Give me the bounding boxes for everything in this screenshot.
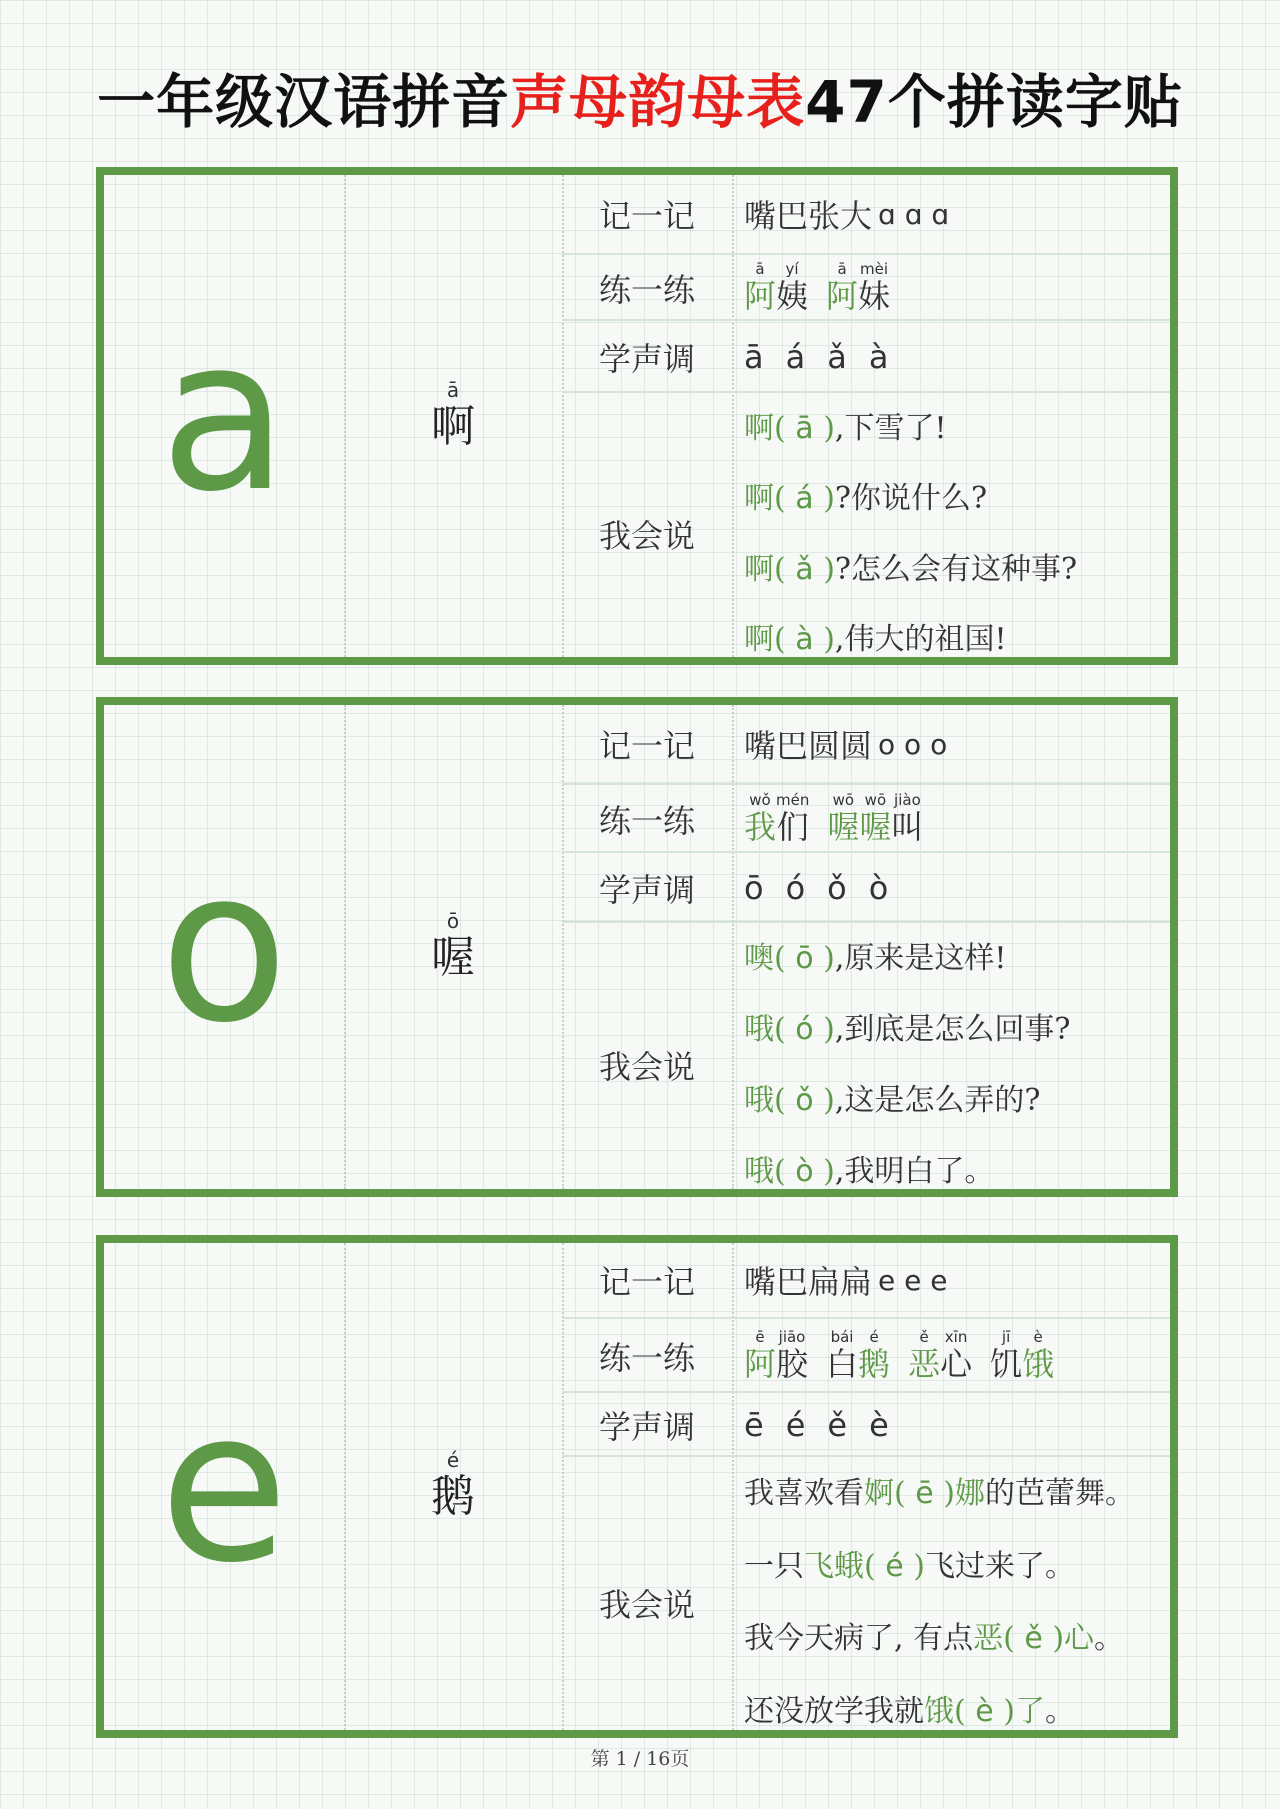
- practice-word: [908, 1327, 941, 1383]
- practice-word: [891, 790, 924, 846]
- say-sentence: [744, 1081, 1071, 1120]
- letter-card-o: [96, 697, 1178, 1197]
- sentence-tone: ā: [785, 410, 824, 446]
- practice-pinyin: xīn: [944, 1327, 968, 1346]
- sentence-close: ): [823, 481, 835, 517]
- sentence-close: ): [823, 941, 835, 976]
- sentence-prefix: 我今天病了, 有点: [744, 1621, 974, 1657]
- sentence-suffix: ,原来是这样!: [834, 941, 1007, 976]
- sentence-tone: ò: [785, 1154, 824, 1189]
- sentence-tone: ǒ: [785, 1083, 824, 1118]
- example-char: [431, 908, 475, 984]
- row-remember: [562, 1243, 1170, 1317]
- example-char-hanzi: 鹅: [431, 1471, 475, 1523]
- sentence-close: ): [823, 1154, 835, 1189]
- card-rows: [562, 705, 1170, 1189]
- sentence-word: 饿(: [924, 1694, 966, 1730]
- tone-mark: é: [785, 1406, 806, 1444]
- sentence-word: 哦(: [744, 1154, 786, 1189]
- sentence-word: 哦(: [744, 1083, 786, 1118]
- practice-hanzi: 饥: [990, 1344, 1023, 1383]
- practice-word: [744, 259, 777, 315]
- sentence-tone: ě: [1014, 1621, 1053, 1657]
- row-label-practice: 练一练: [598, 802, 695, 840]
- example-char-cell: [344, 705, 562, 1189]
- sentence-word: 恶(: [973, 1621, 1015, 1657]
- row-label-tones: 学声调: [598, 1408, 695, 1446]
- row-content-remember: [732, 1243, 1160, 1317]
- row-content-tones: [732, 1393, 1160, 1457]
- say-sentence: [744, 620, 1077, 659]
- row-label-say: 我会说: [598, 1048, 695, 1086]
- row-tones: [562, 851, 1170, 923]
- practice-pinyin: jī: [1001, 1327, 1011, 1346]
- tone-mark: ō: [744, 869, 764, 907]
- practice-word: [776, 790, 810, 846]
- example-char: [431, 1450, 475, 1523]
- row-content-remember: [732, 705, 1160, 783]
- row-say: [562, 391, 1170, 675]
- sentence-tone: é: [875, 1548, 914, 1584]
- practice-pinyin: ě: [919, 1327, 929, 1346]
- practice-hanzi: 妹: [858, 276, 891, 315]
- tone-mark: ò: [868, 869, 889, 907]
- row-tones: [562, 1391, 1170, 1457]
- say-sentences: [744, 1457, 1135, 1748]
- big-letter: o: [159, 824, 289, 1069]
- practice-hanzi: 姨: [776, 276, 809, 315]
- sentence-word: 婀(: [864, 1475, 906, 1511]
- practice-pinyin: ā: [837, 259, 847, 278]
- letter-card-e: [96, 1235, 1178, 1738]
- row-practice: [562, 253, 1170, 321]
- sentence-close: ): [823, 622, 835, 658]
- practice-hanzi: 白: [826, 1344, 859, 1383]
- say-sentence: [744, 1619, 1135, 1658]
- row-content-practice: [732, 255, 1160, 321]
- row-label-tones: 学声调: [598, 871, 695, 909]
- practice-pinyin: bái: [830, 1327, 854, 1346]
- practice-hanzi: 饿: [1022, 1344, 1055, 1383]
- sentence-tone: à: [785, 622, 824, 658]
- sentence-word: 啊(: [744, 551, 786, 587]
- practice-hanzi: 阿: [826, 276, 859, 315]
- row-content-tones: [732, 853, 1160, 923]
- practice-word: [744, 1327, 777, 1383]
- row-say: [562, 921, 1170, 1207]
- example-char-pinyin: ō: [446, 908, 460, 933]
- big-letter-cell: [104, 705, 344, 1189]
- example-char-hanzi: 喔: [431, 931, 475, 983]
- practice-pinyin: wō: [832, 790, 855, 809]
- sentence-close: ): [823, 1012, 835, 1047]
- example-char-cell: [344, 1243, 562, 1730]
- big-letter: a: [159, 293, 289, 538]
- row-label-say: 我会说: [598, 1585, 695, 1624]
- example-char-pinyin: é: [446, 1448, 460, 1473]
- row-label-tones: 学声调: [598, 340, 695, 378]
- row-practice: [562, 1317, 1170, 1393]
- practice-hanzi: 胶: [776, 1344, 809, 1383]
- row-remember: [562, 705, 1170, 783]
- say-sentence: [744, 409, 1077, 448]
- row-practice: [562, 783, 1170, 853]
- sentence-suffix: ,下雪了!: [834, 410, 947, 446]
- say-sentence: [744, 1547, 1135, 1586]
- sentence-tone: ó: [785, 1012, 824, 1047]
- sentence-word: 啊(: [744, 481, 786, 517]
- practice-word: [858, 259, 891, 315]
- row-say: [562, 1455, 1170, 1748]
- say-sentences: [744, 923, 1071, 1207]
- tone-mark: ě: [827, 1406, 848, 1444]
- remember-text: 嘴巴圆圆: [744, 727, 873, 765]
- practice-hanzi: 鹅: [858, 1344, 891, 1383]
- practice-word: [858, 1327, 891, 1383]
- sentence-suffix: ,这是怎么弄的?: [834, 1083, 1041, 1118]
- sentence-suffix: ?怎么会有这种事?: [834, 551, 1078, 587]
- remember-text: 嘴巴张大: [744, 197, 873, 235]
- practice-pinyin: ā: [755, 259, 765, 278]
- practice-word: [776, 1327, 809, 1383]
- practice-word: [826, 259, 859, 315]
- big-letter: e: [159, 1363, 289, 1609]
- sentence-close: )娜: [943, 1475, 985, 1511]
- practice-hanzi: 心: [940, 1344, 973, 1383]
- row-content-tones: [732, 321, 1160, 393]
- page-footer: 第 1 / 16页: [590, 1748, 690, 1770]
- practice-word: [776, 259, 809, 315]
- example-char-cell: [344, 175, 562, 657]
- practice-hanzi: 喔: [827, 807, 860, 846]
- say-sentence: [744, 1474, 1135, 1513]
- tone-mark: á: [785, 338, 806, 376]
- tone-mark: ǒ: [827, 869, 847, 907]
- sentence-word: 啊(: [744, 622, 786, 658]
- row-label-practice: 练一练: [598, 271, 695, 309]
- sentence-prefix: 一只: [744, 1548, 804, 1584]
- practice-hanzi: 们: [776, 807, 809, 846]
- say-sentence: [744, 550, 1077, 589]
- example-char-pinyin: ā: [446, 377, 460, 402]
- tone-mark: ó: [785, 869, 806, 907]
- row-content-remember: [732, 175, 1160, 253]
- row-label-remember: 记一记: [598, 1263, 695, 1301]
- practice-pinyin: yí: [785, 259, 799, 278]
- example-char: [431, 377, 475, 453]
- say-sentence: [744, 939, 1071, 978]
- practice-pinyin: wō: [864, 790, 887, 809]
- title-part-2: 声母韵母表: [510, 68, 806, 136]
- practice-pinyin: mén: [776, 790, 810, 809]
- big-letter-cell: [104, 175, 344, 657]
- row-label-practice: 练一练: [598, 1339, 695, 1377]
- tone-mark: à: [868, 338, 889, 376]
- tone-mark: è: [869, 1406, 889, 1444]
- practice-hanzi: 叫: [891, 807, 924, 846]
- remember-letters: o o o: [878, 727, 948, 761]
- practice-word: [940, 1327, 973, 1383]
- sentence-tone: á: [785, 481, 824, 517]
- practice-pinyin: jiào: [894, 790, 921, 809]
- sentence-suffix: 。: [1044, 1694, 1075, 1730]
- row-remember: [562, 175, 1170, 253]
- row-label-remember: 记一记: [598, 197, 695, 235]
- sentence-suffix: ,到底是怎么回事?: [834, 1012, 1071, 1047]
- sentence-word: 哦(: [744, 1012, 786, 1047]
- practice-word: [827, 790, 860, 846]
- practice-word: [1022, 1327, 1055, 1383]
- practice-word: [744, 790, 777, 846]
- row-label-say: 我会说: [598, 517, 695, 555]
- practice-pinyin: mèi: [860, 259, 889, 278]
- practice-word: [990, 1327, 1023, 1383]
- row-tones: [562, 319, 1170, 393]
- sentence-close: ): [823, 410, 835, 446]
- sentence-tone: è: [965, 1694, 1004, 1730]
- say-sentence: [744, 1692, 1135, 1731]
- say-sentence: [744, 479, 1077, 518]
- sentence-prefix: 我喜欢看: [744, 1475, 864, 1511]
- practice-hanzi: 阿: [744, 1344, 777, 1383]
- sentence-word: 噢(: [744, 941, 786, 976]
- row-content-say: [732, 923, 1160, 1207]
- practice-word: [859, 790, 892, 846]
- row-content-say: [732, 1457, 1160, 1748]
- sentence-suffix: ,伟大的祖国!: [834, 622, 1007, 658]
- practice-pinyin: ē: [755, 1327, 765, 1346]
- say-sentence: [744, 1010, 1071, 1049]
- title-part-3: 47个拼读字贴: [805, 68, 1183, 136]
- tone-mark: ǎ: [827, 338, 847, 376]
- sentence-suffix: ?你说什么?: [834, 481, 988, 517]
- remember-text: 嘴巴扁扁: [744, 1263, 873, 1301]
- sentence-suffix: ,我明白了。: [834, 1154, 995, 1189]
- practice-pinyin: wǒ: [749, 790, 771, 809]
- practice-pinyin: é: [869, 1327, 879, 1346]
- card-rows: [562, 175, 1170, 657]
- practice-hanzi: 阿: [744, 276, 777, 315]
- sentence-close: ): [823, 551, 835, 587]
- sentence-close: )心: [1052, 1621, 1095, 1657]
- practice-hanzi: 恶: [908, 1344, 941, 1383]
- sentence-close: )了: [1003, 1694, 1045, 1730]
- sentence-tone: ō: [785, 941, 824, 976]
- say-sentences: [744, 393, 1077, 675]
- practice-hanzi: 喔: [859, 807, 892, 846]
- sentence-word: 飞蛾(: [804, 1548, 876, 1584]
- practice-pinyin: è: [1033, 1327, 1043, 1346]
- page-title: [0, 55, 1280, 139]
- sentence-close: ): [913, 1548, 925, 1584]
- sentence-suffix: 飞过来了。: [924, 1548, 1075, 1584]
- tone-mark: ā: [744, 338, 764, 376]
- sentence-suffix: 。: [1094, 1621, 1125, 1657]
- say-sentence: [744, 1152, 1071, 1191]
- card-rows: [562, 1243, 1170, 1730]
- remember-letters: e e e: [878, 1263, 948, 1297]
- sentence-tone: ǎ: [785, 551, 824, 587]
- letter-card-a: [96, 167, 1178, 665]
- big-letter-cell: [104, 1243, 344, 1730]
- tone-mark: ē: [744, 1406, 764, 1444]
- practice-hanzi: 我: [744, 807, 777, 846]
- practice-pinyin: jiāo: [778, 1327, 806, 1346]
- row-content-practice: [732, 1319, 1160, 1393]
- sentence-suffix: 的芭蕾舞。: [984, 1475, 1135, 1511]
- title-part-1: 一年级汉语拼音: [97, 68, 511, 136]
- row-content-say: [732, 393, 1160, 675]
- sentence-prefix: 还没放学我就: [744, 1694, 924, 1730]
- remember-letters: ɑ ɑ ɑ: [878, 197, 950, 231]
- row-content-practice: [732, 785, 1160, 853]
- row-label-remember: 记一记: [598, 727, 695, 765]
- sentence-tone: ē: [905, 1475, 944, 1511]
- practice-word: [826, 1327, 859, 1383]
- sentence-close: ): [823, 1083, 835, 1118]
- sentence-word: 啊(: [744, 410, 786, 446]
- example-char-hanzi: 啊: [431, 400, 475, 452]
